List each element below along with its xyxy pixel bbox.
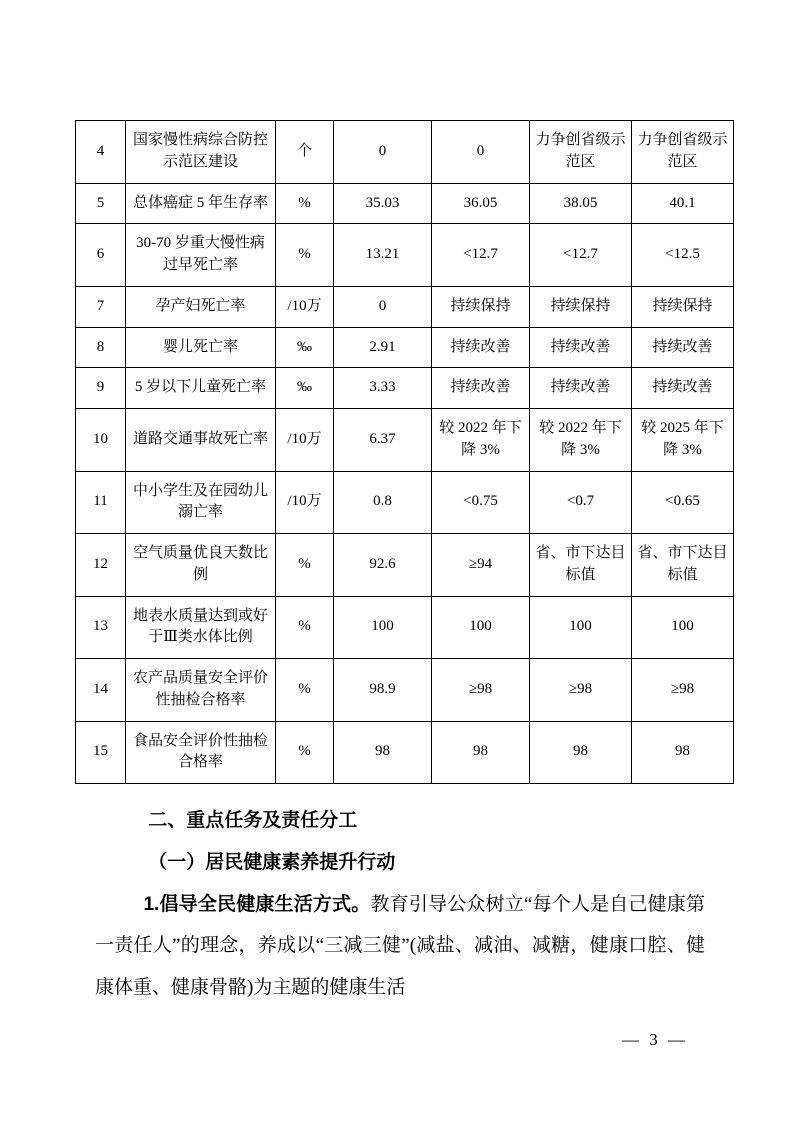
indicator-name: 地表水质量达到或好于Ⅲ类水体比例 bbox=[126, 596, 276, 659]
indicator-name: 30-70 岁重大慢性病过早死亡率 bbox=[126, 224, 276, 287]
value-cell: 100 bbox=[334, 596, 432, 659]
indicator-name: 农产品质量安全评价性抽检合格率 bbox=[126, 659, 276, 722]
value-cell: 98 bbox=[530, 721, 632, 784]
indicator-unit: % bbox=[276, 224, 334, 287]
indicator-unit: 个 bbox=[276, 121, 334, 184]
value-cell: 35.03 bbox=[334, 183, 432, 224]
value-cell: ≥98 bbox=[530, 659, 632, 722]
indicator-name: 5 岁以下儿童死亡率 bbox=[126, 368, 276, 409]
value-cell: 98 bbox=[432, 721, 530, 784]
indicator-unit: % bbox=[276, 534, 334, 597]
indicator-name: 空气质量优良天数比例 bbox=[126, 534, 276, 597]
page-number: — 3 — bbox=[622, 1030, 688, 1049]
indicator-unit: % bbox=[276, 659, 334, 722]
value-cell: 省、市下达目标值 bbox=[632, 534, 734, 597]
row-index: 10 bbox=[76, 409, 126, 472]
indicator-name: 婴儿死亡率 bbox=[126, 327, 276, 368]
value-cell: 较 2022 年下降 3% bbox=[432, 409, 530, 472]
value-cell: 持续改善 bbox=[632, 368, 734, 409]
value-cell: 98 bbox=[334, 721, 432, 784]
table-row bbox=[76, 596, 734, 659]
subsection-heading: （一）居民健康素养提升行动 bbox=[148, 851, 396, 873]
row-index: 5 bbox=[76, 183, 126, 224]
row-index: 8 bbox=[76, 327, 126, 368]
paragraph bbox=[95, 884, 705, 1009]
value-cell: 98 bbox=[632, 721, 734, 784]
value-cell: 2.91 bbox=[334, 327, 432, 368]
value-cell: 0 bbox=[334, 121, 432, 184]
indicator-name: 食品安全评价性抽检合格率 bbox=[126, 721, 276, 784]
value-cell: 0.8 bbox=[334, 471, 432, 534]
value-cell: 92.6 bbox=[334, 534, 432, 597]
value-cell: 力争创省级示范区 bbox=[632, 121, 734, 184]
row-index: 9 bbox=[76, 368, 126, 409]
value-cell: 较 2025 年下降 3% bbox=[632, 409, 734, 472]
value-cell: 持续改善 bbox=[432, 327, 530, 368]
value-cell: 36.05 bbox=[432, 183, 530, 224]
section-heading: 二、重点任务及责任分工 bbox=[148, 810, 358, 831]
value-cell: <12.5 bbox=[632, 224, 734, 287]
indicator-unit: /10万 bbox=[276, 471, 334, 534]
value-cell: 持续改善 bbox=[632, 327, 734, 368]
value-cell: 持续改善 bbox=[530, 368, 632, 409]
value-cell: <0.75 bbox=[432, 471, 530, 534]
value-cell: ≥98 bbox=[432, 659, 530, 722]
row-index: 4 bbox=[76, 121, 126, 184]
body-text bbox=[95, 800, 705, 1009]
value-cell: 持续改善 bbox=[432, 368, 530, 409]
value-cell: 持续保持 bbox=[632, 286, 734, 327]
indicator-unit: /10万 bbox=[276, 286, 334, 327]
row-index: 14 bbox=[76, 659, 126, 722]
value-cell: 13.21 bbox=[334, 224, 432, 287]
row-index: 12 bbox=[76, 534, 126, 597]
value-cell: 持续保持 bbox=[432, 286, 530, 327]
value-cell: 较 2022 年下降 3% bbox=[530, 409, 632, 472]
value-cell: 38.05 bbox=[530, 183, 632, 224]
value-cell: <12.7 bbox=[530, 224, 632, 287]
value-cell: 98.9 bbox=[334, 659, 432, 722]
indicator-table bbox=[75, 120, 734, 784]
row-index: 6 bbox=[76, 224, 126, 287]
value-cell: 100 bbox=[632, 596, 734, 659]
table-row bbox=[76, 721, 734, 784]
row-index: 13 bbox=[76, 596, 126, 659]
indicator-unit: % bbox=[276, 183, 334, 224]
table-row bbox=[76, 286, 734, 327]
row-index: 15 bbox=[76, 721, 126, 784]
row-index: 7 bbox=[76, 286, 126, 327]
value-cell: <0.65 bbox=[632, 471, 734, 534]
value-cell: <0.7 bbox=[530, 471, 632, 534]
indicator-name: 孕产妇死亡率 bbox=[126, 286, 276, 327]
indicator-unit: ‰ bbox=[276, 368, 334, 409]
row-index: 11 bbox=[76, 471, 126, 534]
table-row bbox=[76, 659, 734, 722]
indicator-name: 总体癌症 5 年生存率 bbox=[126, 183, 276, 224]
indicator-name: 中小学生及在园幼儿溺亡率 bbox=[126, 471, 276, 534]
paragraph-body: 教育引导公众树立“每个人是自己健康第一责任人”的理念，养成以“三减三健”(减盐、减油、减糖，健康口腔、健康体重、健康骨骼)为主题的健康生活 bbox=[95, 893, 705, 999]
table-row bbox=[76, 409, 734, 472]
table-row bbox=[76, 183, 734, 224]
value-cell: <12.7 bbox=[432, 224, 530, 287]
paragraph-lead: 1.倡导全民健康生活方式。 bbox=[143, 893, 371, 915]
indicator-name: 道路交通事故死亡率 bbox=[126, 409, 276, 472]
value-cell: 持续保持 bbox=[530, 286, 632, 327]
value-cell: 3.33 bbox=[334, 368, 432, 409]
indicator-name: 国家慢性病综合防控示范区建设 bbox=[126, 121, 276, 184]
value-cell: 持续改善 bbox=[530, 327, 632, 368]
table-row bbox=[76, 471, 734, 534]
value-cell: ≥98 bbox=[632, 659, 734, 722]
table-row bbox=[76, 224, 734, 287]
indicator-unit: % bbox=[276, 596, 334, 659]
value-cell: 100 bbox=[530, 596, 632, 659]
table-row bbox=[76, 534, 734, 597]
value-cell: 6.37 bbox=[334, 409, 432, 472]
value-cell: 40.1 bbox=[632, 183, 734, 224]
indicator-unit: /10万 bbox=[276, 409, 334, 472]
value-cell: 力争创省级示范区 bbox=[530, 121, 632, 184]
indicator-unit: % bbox=[276, 721, 334, 784]
value-cell: 省、市下达目标值 bbox=[530, 534, 632, 597]
value-cell: 100 bbox=[432, 596, 530, 659]
indicator-unit: ‰ bbox=[276, 327, 334, 368]
value-cell: 0 bbox=[432, 121, 530, 184]
value-cell: ≥94 bbox=[432, 534, 530, 597]
value-cell: 0 bbox=[334, 286, 432, 327]
table-row bbox=[76, 327, 734, 368]
table-row bbox=[76, 121, 734, 184]
table-row bbox=[76, 368, 734, 409]
